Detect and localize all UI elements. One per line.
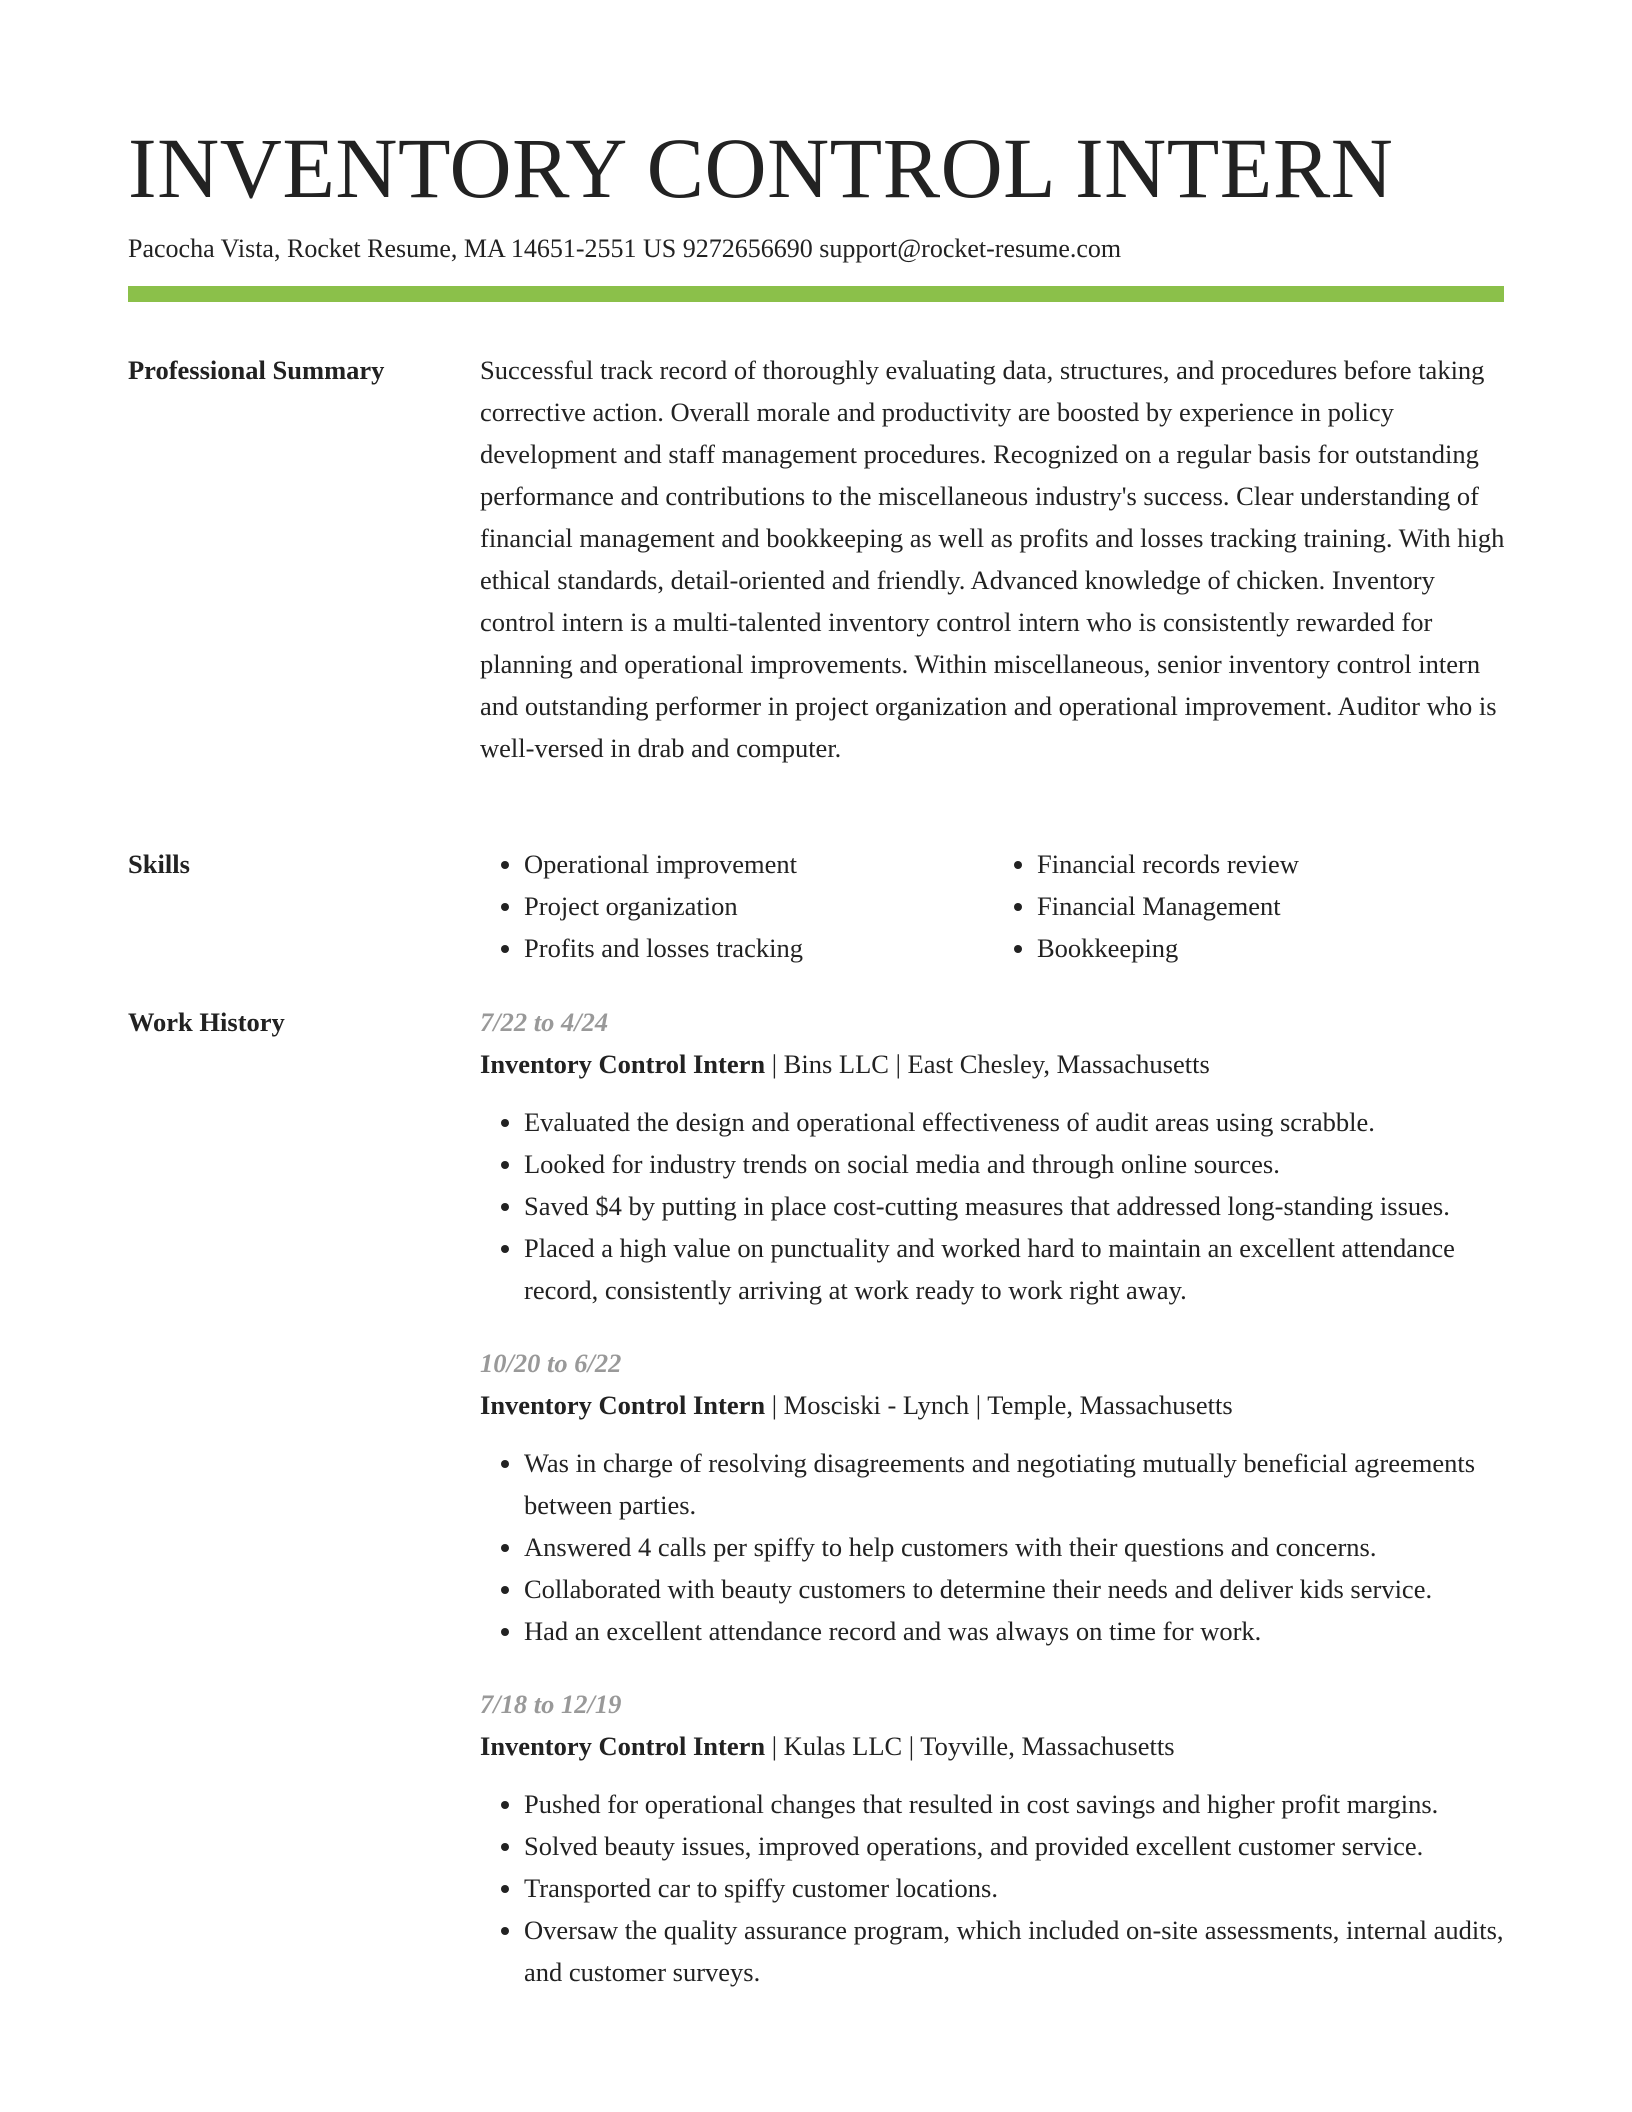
- job-dates: 10/20 to 6/22: [480, 1348, 622, 1378]
- job-entry: [480, 1683, 1506, 1993]
- job-title: Inventory Control Intern: [480, 1049, 766, 1079]
- job-bullets: [480, 1442, 1506, 1652]
- job-bullet: • Collaborated with beauty customers to determine their needs and deliver kids service.: [524, 1568, 1506, 1610]
- job-bullet: • Transported car to spiffy customer locations.: [524, 1867, 1506, 1909]
- job-bullet: • Answered 4 calls per spiffy to help customers with their questions and concerns.: [524, 1526, 1506, 1568]
- job-bullet: • Looked for industry trends on social media and through online sources.: [524, 1143, 1506, 1185]
- resume-title: INVENTORY CONTROL INTERN: [128, 120, 1394, 216]
- header-divider: [128, 286, 1504, 302]
- job-heading: [480, 1725, 1506, 1767]
- job-details: | Mosciski - Lynch | Temple, Massachusetts: [765, 1390, 1233, 1420]
- contact-line: Pacocha Vista, Rocket Resume, MA 14651-2551 US 9272656690 support@rocket-resume.com: [128, 234, 1122, 263]
- job-details: | Bins LLC | East Chesley, Massachusetts: [765, 1049, 1210, 1079]
- skill-item: • Financial Management: [1037, 885, 1506, 927]
- job-bullet: • Pushed for operational changes that resulted in cost savings and higher profit margins.: [524, 1783, 1506, 1825]
- job-heading: [480, 1384, 1506, 1426]
- summary-heading: Professional Summary: [128, 355, 385, 385]
- job-bullet: • Placed a high value on punctuality and worked hard to maintain an excellent attendance record, consistently arriving at work ready to work right away.: [524, 1227, 1506, 1311]
- skill-item: • Project organization: [524, 885, 993, 927]
- skills-list-left: [480, 843, 993, 969]
- job-bullet: • Evaluated the design and operational effectiveness of audit areas using scrabble.: [524, 1101, 1506, 1143]
- job-bullets: [480, 1101, 1506, 1311]
- job-entry: [480, 1001, 1506, 1311]
- job-title: Inventory Control Intern: [480, 1390, 766, 1420]
- work-history-heading: Work History: [128, 1007, 285, 1037]
- job-bullet: • Saved $4 by putting in place cost-cutting measures that addressed long-standing issues.: [524, 1185, 1506, 1227]
- job-heading: [480, 1043, 1506, 1085]
- skill-item: • Profits and losses tracking: [524, 927, 993, 969]
- work-history-body: [480, 1001, 1506, 2024]
- job-title: Inventory Control Intern: [480, 1731, 766, 1761]
- job-bullet: • Oversaw the quality assurance program, which included on-site assessments, internal audits, and customer surveys.: [524, 1909, 1506, 1993]
- skill-item: • Bookkeeping: [1037, 927, 1506, 969]
- skills-heading: Skills: [128, 849, 190, 879]
- skill-item: • Financial records review: [1037, 843, 1506, 885]
- summary-text: Successful track record of thoroughly evaluating data, structures, and procedures before taking corrective action. Overall morale and productivity are boosted by experience in policy development and staff management procedures. Recognized on a regular basis for outstanding performance and contributions to the miscellaneous industry's success. Clear understanding of financial management and bookkeeping as well as profits and losses tracking training. With high ethical standards, detail-oriented and friendly. Advanced knowledge of chicken. Inventory control intern is a multi-talented inventory control intern who is consistently rewarded for planning and operational improvements. Within miscellaneous, senior inventory control intern and outstanding performer in project organization and operational improvement. Auditor who is well-versed in drab and computer.: [480, 355, 1505, 763]
- summary-body: [480, 349, 1506, 769]
- job-entry: [480, 1342, 1506, 1652]
- job-bullet: • Solved beauty issues, improved operations, and provided excellent customer service.: [524, 1825, 1506, 1867]
- job-details: | Kulas LLC | Toyville, Massachusetts: [765, 1731, 1175, 1761]
- job-dates: 7/22 to 4/24: [480, 1007, 609, 1037]
- skills-list-right: [993, 843, 1506, 969]
- job-bullet: • Was in charge of resolving disagreements and negotiating mutually beneficial agreements between parties.: [524, 1442, 1506, 1526]
- skills-body: [480, 843, 1506, 969]
- job-bullets: [480, 1783, 1506, 1993]
- job-dates: 7/18 to 12/19: [480, 1689, 622, 1719]
- skill-item: • Operational improvement: [524, 843, 993, 885]
- job-bullet: • Had an excellent attendance record and was always on time for work.: [524, 1610, 1506, 1652]
